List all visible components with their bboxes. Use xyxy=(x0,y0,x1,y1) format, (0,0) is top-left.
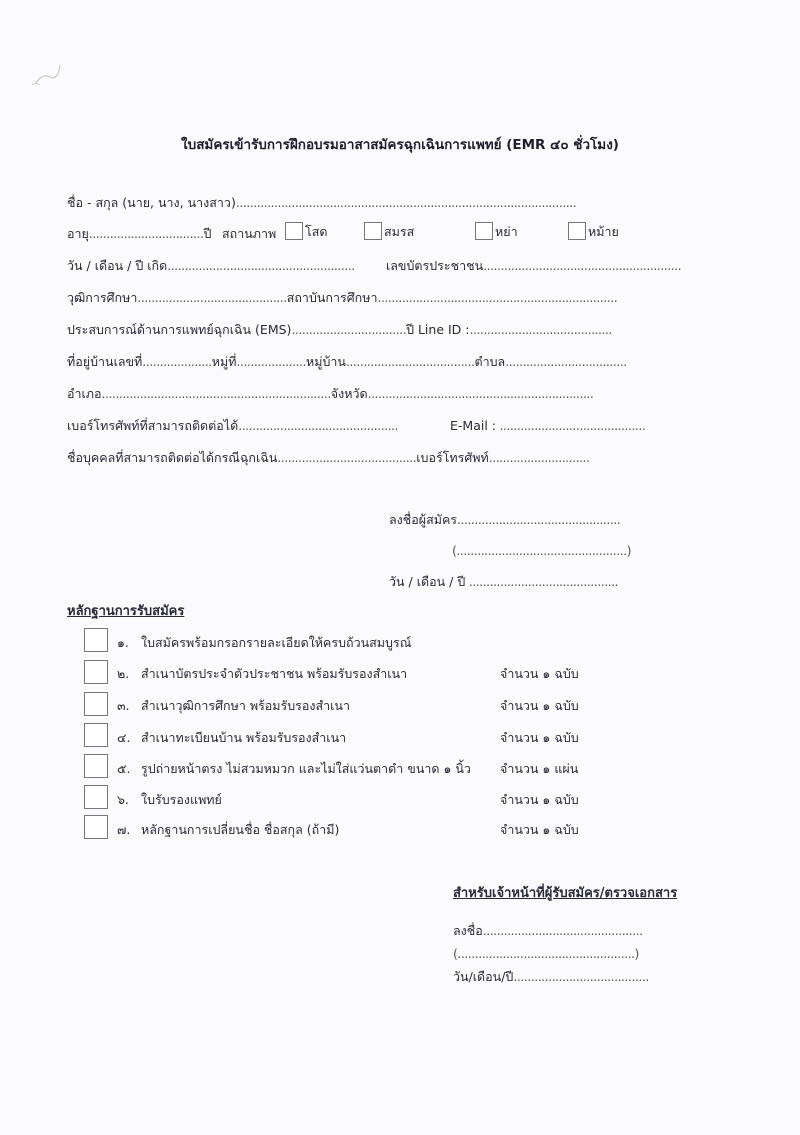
emergency-label: ชื่อบุคคลที่สามารถติดต่อได้กรณีฉุกเฉิน xyxy=(67,450,278,465)
status-option-widowed[interactable]: หม้าย xyxy=(568,222,619,240)
applicant-sign-field[interactable]: ............................................... xyxy=(457,512,621,527)
dob-row xyxy=(67,258,355,274)
evidence-checkbox-6[interactable] xyxy=(84,785,108,809)
status-option-married[interactable]: สมรส xyxy=(364,222,414,240)
phone-label: เบอร์โทรศัพท์ที่สามารถติดต่อได้ xyxy=(67,418,239,433)
id-row xyxy=(386,258,681,274)
status-option-divorced[interactable]: หย่า xyxy=(475,222,518,240)
district-field[interactable]: .................................................................. xyxy=(101,386,331,401)
applicant-date-label: วัน / เดือน / ปี xyxy=(389,574,466,589)
officer-printed-name[interactable]: (...................................................) xyxy=(453,946,639,961)
education-label: วุฒิการศึกษา xyxy=(67,290,138,305)
ems-row xyxy=(67,322,612,338)
emergency-phone-label: เบอร์โทรศัพท์ xyxy=(416,450,489,465)
checkbox-married[interactable] xyxy=(364,222,382,240)
evidence-checkbox-7[interactable] xyxy=(84,815,108,839)
name-field[interactable]: .................................................................................................. xyxy=(235,195,577,210)
officer-date-row xyxy=(453,969,649,985)
evidence-checkbox-5[interactable] xyxy=(84,754,108,778)
district-row xyxy=(67,386,593,402)
applicant-sign-row xyxy=(389,512,620,528)
district-label: อำเภอ xyxy=(67,386,102,401)
evidence-item-7: ๗. หลักฐานการเปลี่ยนชื่อ ชื่อสกุล (ถ้ามี) xyxy=(117,822,340,837)
checkbox-divorced[interactable] xyxy=(475,222,493,240)
age-label: อายุ xyxy=(67,226,89,241)
paper-smudge xyxy=(28,55,68,95)
status-label: สถานภาพ xyxy=(222,226,277,241)
email-label: E-Mail : xyxy=(450,418,496,433)
checkbox-single[interactable] xyxy=(285,222,303,240)
checkbox-widowed[interactable] xyxy=(568,222,586,240)
evidence-checkbox-1[interactable] xyxy=(84,628,108,652)
email-row xyxy=(450,418,645,434)
evidence-item-2: ๒. สำเนาบัตรประจำตัวประชาชน พร้อมรับรองสำเนา xyxy=(117,666,408,681)
subdistrict-label: ตำบล xyxy=(474,354,506,369)
form-title: ใบสมัครเข้ารับการฝึกอบรมอาสาสมัครฉุกเฉินการแพทย์ (EMR ๔๐ ชั่วโมง) xyxy=(181,137,619,153)
officer-date-field[interactable]: ....................................... xyxy=(513,969,649,984)
house-no-label: ที่อยู่บ้านเลขที่ xyxy=(67,354,143,369)
applicant-date-field[interactable]: ........................................... xyxy=(465,574,619,589)
address-row xyxy=(67,354,627,370)
officer-sign-label: ลงชื่อ xyxy=(453,923,483,938)
phone-row xyxy=(67,418,398,434)
name-row xyxy=(67,195,576,211)
applicant-sign-label: ลงชื่อผู้สมัคร xyxy=(389,512,458,527)
education-field[interactable]: ........................................... xyxy=(137,290,287,305)
village-label: หมู่บ้าน xyxy=(305,354,346,369)
officer-date-label: วัน/เดือน/ปี xyxy=(453,969,514,984)
moo-label: หมู่ที่ xyxy=(211,354,237,369)
house-no-field[interactable]: .................... xyxy=(142,354,212,369)
subdistrict-field[interactable]: ................................... xyxy=(505,354,627,369)
evidence-item-4: ๔. สำเนาทะเบียนบ้าน พร้อมรับรองสำเนา xyxy=(117,730,347,745)
officer-sign-row xyxy=(453,923,643,939)
ems-label: ประสบการณ์ด้านการแพทย์ฉุกเฉิน (EMS) xyxy=(67,322,292,337)
dob-field[interactable]: ...................................................... xyxy=(167,258,355,273)
emergency-row xyxy=(67,450,589,466)
province-field[interactable]: ................................................................. xyxy=(367,386,594,401)
id-field[interactable]: ......................................................... xyxy=(483,258,682,273)
email-field[interactable]: .......................................... xyxy=(495,418,646,433)
emergency-name-field[interactable]: ........................................ xyxy=(277,450,417,465)
id-label: เลขบัตรประชาชน xyxy=(386,258,484,273)
evidence-qty-3: จำนวน ๑ ฉบับ xyxy=(500,698,579,713)
education-row xyxy=(67,290,617,306)
ems-years-field[interactable]: ................................. xyxy=(291,322,407,337)
applicant-date-row xyxy=(389,574,618,590)
evidence-item-6: ๖. ใบรับรองแพทย์ xyxy=(117,792,222,807)
officer-sign-field[interactable]: .............................................. xyxy=(482,923,643,938)
applicant-printed-name[interactable]: (.................................................) xyxy=(452,543,631,558)
evidence-checkbox-2[interactable] xyxy=(84,660,108,684)
evidence-qty-2: จำนวน ๑ ฉบับ xyxy=(500,666,579,681)
evidence-qty-6: จำนวน ๑ ฉบับ xyxy=(500,792,579,807)
evidence-item-1: ๑. ใบสมัครพร้อมกรอกรายละเอียดให้ครบถ้วนสมบูรณ์ xyxy=(117,635,412,650)
line-id-field[interactable]: ......................................... xyxy=(469,322,612,337)
institution-field[interactable]: ..................................................................... xyxy=(377,290,618,305)
officer-heading: สำหรับเจ้าหน้าที่ผู้รับสมัคร/ตรวจเอกสาร xyxy=(453,886,678,901)
province-label: จังหวัด xyxy=(330,386,368,401)
evidence-qty-5: จำนวน ๑ แผ่น xyxy=(500,761,579,776)
institution-label: สถาบันการศึกษา xyxy=(286,290,378,305)
ems-line-label: ปี Line ID : xyxy=(406,322,470,337)
evidence-item-5: ๕. รูปถ่ายหน้าตรง ไม่สวมหมวก และไม่ใส่แว่นตาดำ ขนาด ๑ นิ้ว xyxy=(117,761,471,776)
moo-field[interactable]: .................... xyxy=(236,354,306,369)
emergency-phone-field[interactable]: ............................. xyxy=(488,450,590,465)
year-unit: ปี xyxy=(203,226,212,241)
evidence-qty-4: จำนวน ๑ ฉบับ xyxy=(500,730,579,745)
status-option-single[interactable]: โสด xyxy=(285,222,327,240)
phone-field[interactable]: .............................................. xyxy=(238,418,398,433)
age-field[interactable]: ................................. xyxy=(88,226,204,241)
evidence-checkbox-3[interactable] xyxy=(84,692,108,716)
evidence-item-3: ๓. สำเนาวุฒิการศึกษา พร้อมรับรองสำเนา xyxy=(117,698,350,713)
dob-label: วัน / เดือน / ปี เกิด xyxy=(67,258,168,273)
evidence-checkbox-4[interactable] xyxy=(84,723,108,747)
age-label-group xyxy=(67,226,211,242)
evidence-heading: หลักฐานการรับสมัคร xyxy=(67,604,185,619)
village-field[interactable]: ..................................... xyxy=(345,354,475,369)
evidence-qty-7: จำนวน ๑ ฉบับ xyxy=(500,822,579,837)
name-label: ชื่อ - สกุล (นาย, นาง, นางสาว) xyxy=(67,195,236,210)
